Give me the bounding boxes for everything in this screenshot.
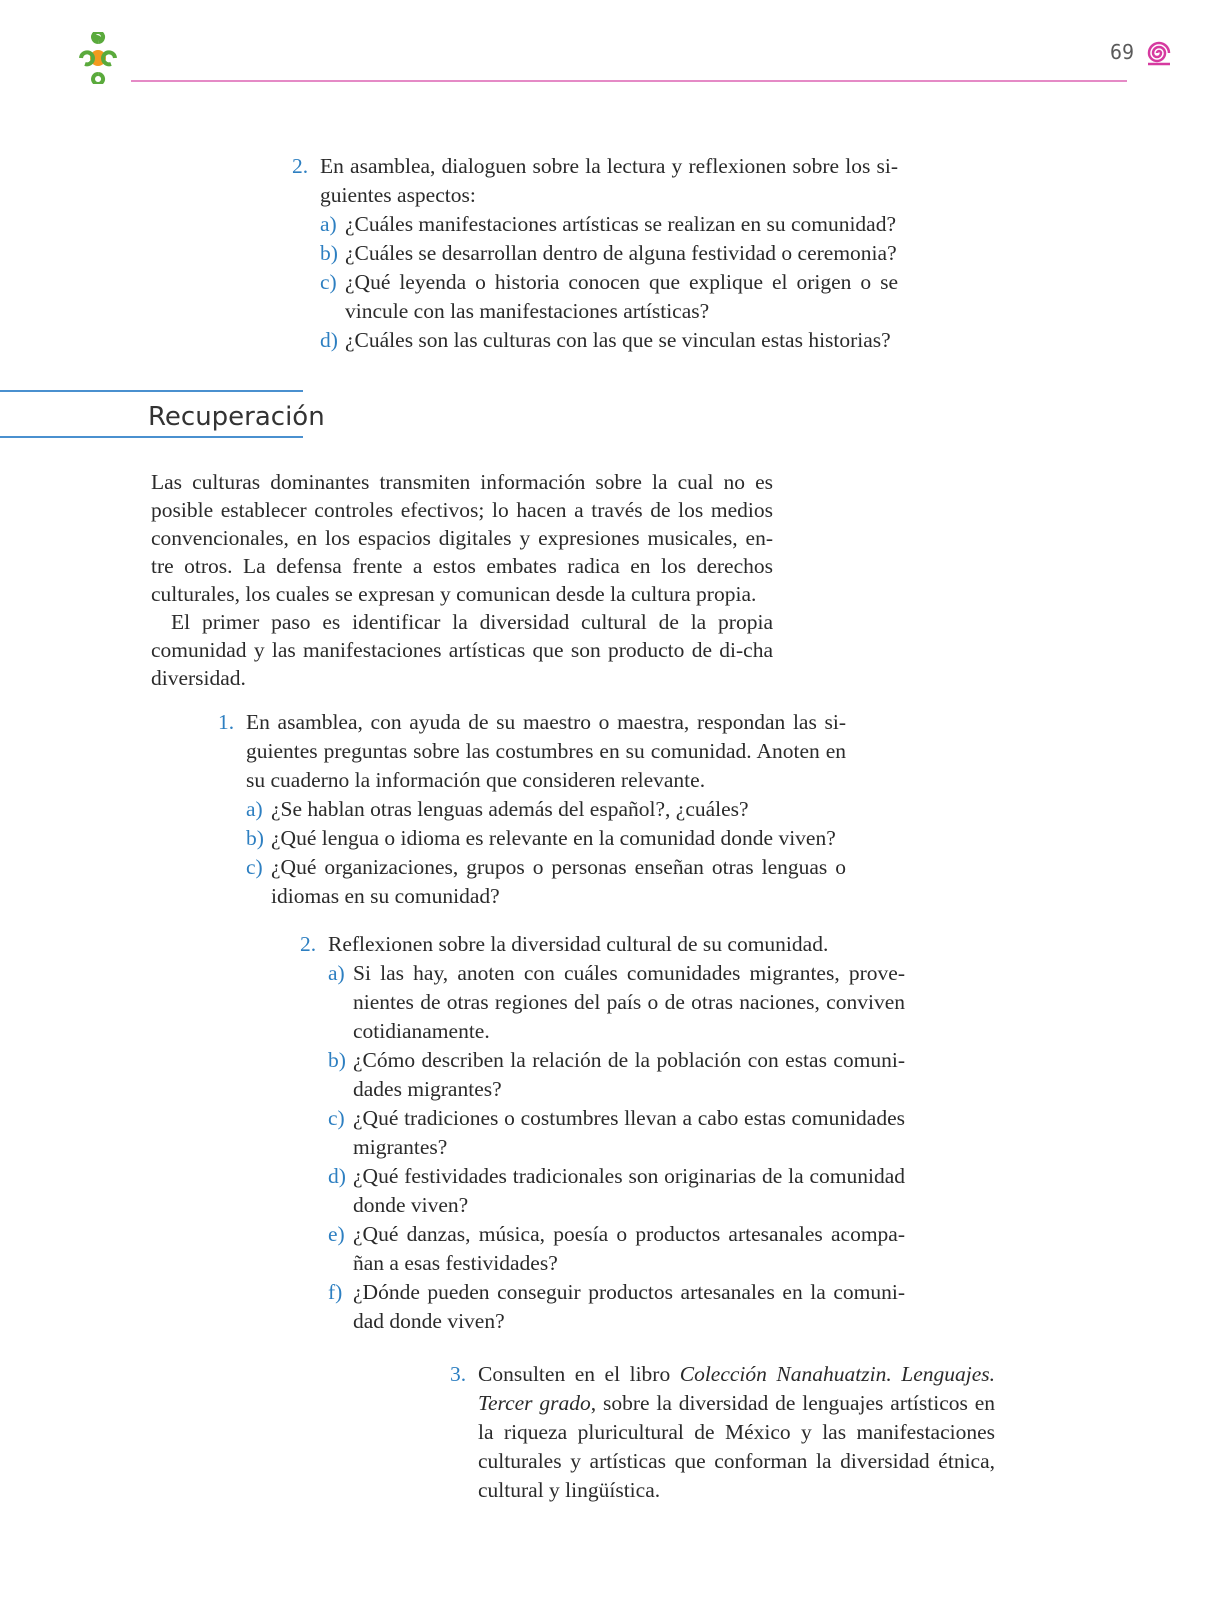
list-item: a) ¿Se hablan otras lenguas además del español?, ¿cuáles? xyxy=(246,797,749,821)
list-item: b) ¿Cuáles se desarrollan dentro de alguna festividad o ceremonia? xyxy=(320,241,897,265)
activity-text: En asamblea, dialoguen sobre la lectura y reflexionen sobre los si-guientes aspectos: xyxy=(320,154,898,207)
list-item: b) ¿Cómo describen la relación de la población con estas comuni-dades migrantes? xyxy=(328,1048,905,1101)
paragraph: Las culturas dominantes transmiten información sobre la cual no es posible establecer controles efectivos; lo hacen a través de los medios convencionales, en los espacios digitales y expresiones musicales, en-tre otros. La defensa frente a estos embates radica en los derechos culturales, los cuales se expresan y comunican desde la cultura propia. xyxy=(151,470,773,606)
section-top-rule xyxy=(0,390,303,392)
flower-logo-icon xyxy=(72,32,124,84)
paragraph: El primer paso es identificar la diversidad cultural de la propia comunidad y las manifestaciones artísticas que son producto de di-cha diversidad. xyxy=(151,610,773,690)
list-item: f) ¿Dónde pueden conseguir productos artesanales en la comuni-dad donde viven? xyxy=(328,1280,905,1333)
header-rule xyxy=(131,80,1127,82)
intro-text xyxy=(151,468,773,692)
list-item: c) ¿Qué organizaciones, grupos o personas enseñan otras lenguas o idiomas en su comunidad? xyxy=(246,855,846,908)
section-title: Recuperación xyxy=(148,402,325,432)
list-item: a) Si las hay, anoten con cuáles comunidades migrantes, prove-nientes de otras regiones del país o de otras naciones, conviven cotidianamente. xyxy=(328,961,905,1043)
list-item: a) ¿Cuáles manifestaciones artísticas se realizan en su comunidad? xyxy=(320,212,897,236)
list-item: d) ¿Cuáles son las culturas con las que se vinculan estas historias? xyxy=(320,328,891,352)
activity-text: En asamblea, con ayuda de su maestro o maestra, respondan las si-guientes preguntas sobre las costumbres en su comunidad. Anoten en su cuaderno la información que consideren relevante. xyxy=(246,710,846,792)
item-number: 1. xyxy=(218,710,235,734)
item-number: 2. xyxy=(292,154,309,178)
activity-3 xyxy=(450,1360,995,1505)
list-item: c) ¿Qué tradiciones o costumbres llevan a cabo estas comunidades migrantes? xyxy=(328,1106,905,1159)
list-item: c) ¿Qué leyenda o historia conocen que explique el origen o se vincule con las manifestaciones artísticas? xyxy=(320,270,898,323)
spiral-glyph-icon xyxy=(1144,38,1174,68)
section-bottom-rule xyxy=(0,436,303,438)
list-item: e) ¿Qué danzas, música, poesía o productos artesanales acompa-ñan a esas festividades? xyxy=(328,1222,905,1275)
activity-1 xyxy=(218,708,846,911)
activity-text: Consulten en el libro Colección Nanahuatzin. Lenguajes. Tercer grado, sobre la diversidad de lenguajes artísticos en la riqueza pluricultural de México y las manifestaciones culturales y artísticas que conforman la diversidad étnica, cultural y lingüística. xyxy=(478,1362,995,1502)
item-number: 3. xyxy=(450,1362,467,1386)
top-activity xyxy=(292,152,898,355)
page-number: 69 xyxy=(1110,40,1135,64)
item-number: 2. xyxy=(300,932,317,956)
list-item: b) ¿Qué lengua o idioma es relevante en la comunidad donde viven? xyxy=(246,826,836,850)
activity-2 xyxy=(300,930,905,1336)
book-title: Colección Nanahuatzin. Lenguajes. Tercer grado xyxy=(478,1362,995,1415)
list-item: d) ¿Qué festividades tradicionales son originarias de la comunidad donde viven? xyxy=(328,1164,905,1217)
activity-text: Reflexionen sobre la diversidad cultural de su comunidad. xyxy=(328,932,829,956)
